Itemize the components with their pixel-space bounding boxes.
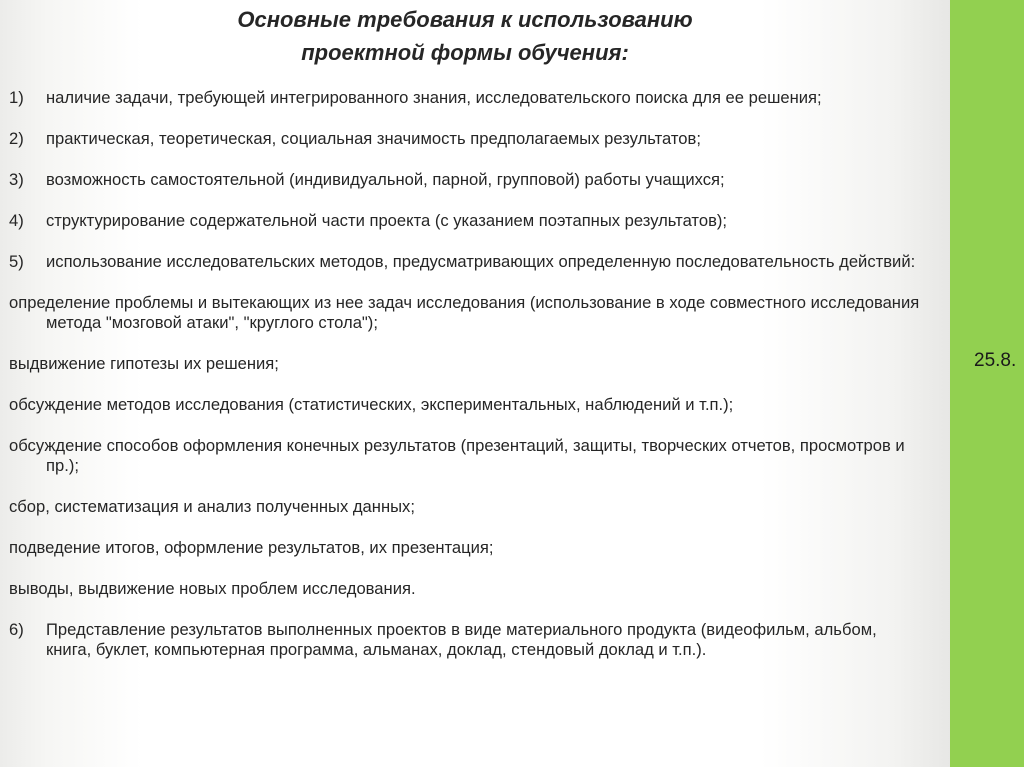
list-item-6-number: 6): [9, 620, 24, 639]
list-item-2-text: практическая, теоретическая, социальная значимость предполагаемых результатов;: [46, 129, 701, 148]
list-item-1: [9, 88, 924, 108]
step-paragraph-5: сбор, систематизация и анализ полученных данных;: [9, 497, 415, 516]
slide-number: 25.8.: [974, 350, 1017, 371]
slide-title: [180, 3, 750, 69]
list-item-5: [9, 252, 924, 272]
slide-title-line-2: проектной формы обучения:: [301, 40, 629, 65]
slide-title-line-1: Основные требования к использованию: [237, 7, 693, 32]
step-paragraph-3: обсуждение методов исследования (статистических, экспериментальных, наблюдений и т.п.);: [9, 395, 734, 414]
list-item-4-number: 4): [9, 211, 24, 230]
list-item-4: [9, 211, 924, 231]
step-paragraph-4: обсуждение способов оформления конечных результатов (презентаций, защиты, творческих отчетов, просмотров и пр.);: [9, 436, 905, 475]
list-item-4-text: структурирование содержательной части проекта (с указанием поэтапных результатов);: [46, 211, 728, 230]
list-item-2-number: 2): [9, 129, 24, 148]
list-item-3-text: возможность самостоятельной (индивидуальной, парной, групповой) работы учащихся;: [46, 170, 725, 189]
step-paragraph-2: выдвижение гипотезы их решения;: [9, 354, 279, 373]
slide-content: [9, 88, 924, 660]
list-item-2: [9, 129, 924, 149]
list-item-5-number: 5): [9, 252, 24, 271]
list-item-6-text: Представление результатов выполненных проектов в виде материального продукта (видеофильм, альбом, книга, буклет, компьютерная программа, альманах, доклад, стендовый доклад и т.п.).: [46, 620, 877, 659]
list-item-1-number: 1): [9, 88, 24, 107]
step-paragraph-1: определение проблемы и вытекающих из нее задач исследования (использование в ходе совместного исследования метода "мозговой атаки", "круглого стола");: [9, 293, 920, 332]
list-item-6: [9, 620, 924, 660]
list-item-1-text: наличие задачи, требующей интегрированного знания, исследовательского поиска для ее решения;: [46, 88, 822, 107]
list-item-3: [9, 170, 924, 190]
list-item-3-number: 3): [9, 170, 24, 189]
step-paragraph-7: выводы, выдвижение новых проблем исследования.: [9, 579, 416, 598]
step-paragraph-6: подведение итогов, оформление результатов, их презентация;: [9, 538, 494, 557]
accent-sidebar: [950, 0, 1024, 767]
list-item-5-text: использование исследовательских методов, предусматривающих определенную последовательность действий:: [46, 252, 916, 271]
